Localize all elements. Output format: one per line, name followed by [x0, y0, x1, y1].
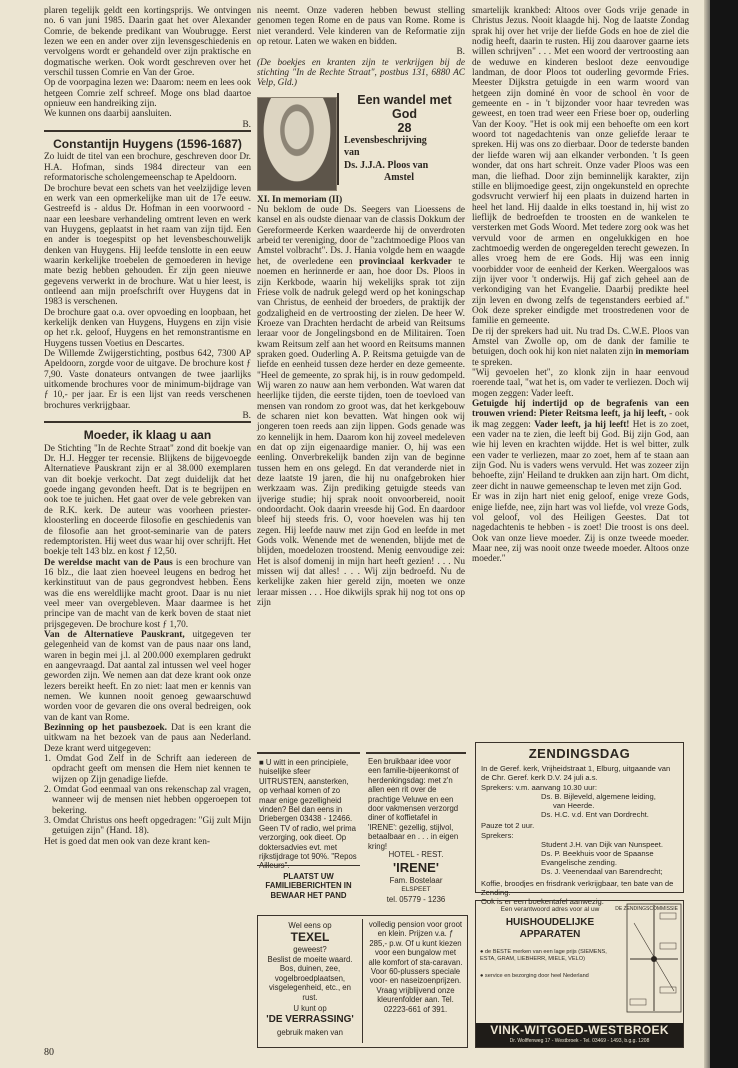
serial-subtitle: Levensbeschrijving: [344, 134, 427, 146]
ad-heading: HUISHOUDELIJKE: [505, 917, 595, 928]
ad-text: In de Geref. kerk, Vrijheidstraat 1, Elburg, uitgaande van de Chr. Geref. kerk D.V. 24 juli a.s.: [481, 764, 671, 783]
paragraph-text: te spreken.: [472, 357, 513, 368]
ad-text: Fam. Bostelaar: [389, 876, 443, 885]
paragraph-text: Dat is een krant die uitkwam na het bezoek van de paus aan Nederland. Deze krant werd uitgegeven:: [44, 723, 251, 754]
paragraph: Zo luidt de titel van een brochure, geschreven door Dr. H.A. Hofman, sinds 1984 directeur van een reformatorische scholengemeenschap te Apeldoorn.: [44, 152, 251, 184]
ad-texel: [257, 915, 468, 1048]
texel-title: TEXEL: [290, 930, 330, 944]
ad-text: Ook is er een boekentafel aanwezig.: [481, 897, 604, 907]
zendingsdag-title: ZENDINGSDAG: [528, 746, 631, 761]
ad-text: ELSPEET: [401, 886, 431, 893]
heading-moeder: Moeder, ik klaag u aan: [83, 428, 212, 443]
ad-footer: DE ZENDINGSCOMMISSIE: [615, 906, 678, 913]
ad-hotel-irene: [366, 752, 466, 904]
ad-familieberichten: [257, 865, 360, 908]
verrassing-name: 'DE VERRASSING': [266, 1014, 354, 1025]
portrait-photo: [257, 97, 337, 191]
list-item: 2. Omdat God eenmaal van ons rekenschap zal vragen, wanneer wij de mensen niet hebben opgeroepen tot bekering.: [44, 785, 251, 816]
paragraph: nis neemt. Onze vaderen hebben bewust stelling genomen tegen Rome en de paus van Rome. Rome is niet veranderd. Vele kinderen van de Reformatie zijn op retour. Laten we waken en bidden.: [257, 6, 465, 48]
list-item: 3. Omdat Christus ons heeft opgedragen: "Gij zult Mijn getuigen zijn" (Hand. 18).: [44, 816, 252, 837]
signature: B.: [242, 411, 251, 422]
ad-text: PLAATST UW FAMILIEBERICHTEN IN BEWAAR HET PAND: [265, 872, 352, 900]
bold-phrase: provinciaal kerkvader: [359, 256, 452, 267]
speaker: van Heerde.: [553, 801, 595, 811]
vink-banner: [476, 1023, 683, 1047]
paragraph: De Stichting "In de Rechte Straat" zond dit boekje van Dr. H.J. Hegger ter recensie. Blijkens de bijgevoegde Alternatieve Pauskrant zijn er al 38.000 exemplaren van dit boekje verkocht. Dat zegt duidelijk dat het goede ingang gevonden heeft. Dat is te begrijpen en ook toe te juichen. Het gaat over de vele gebreken van de R.K. kerk. De auteur was voorheen priester-kloosterling en doceerde filosofie en geschiedenis van de filosofie aan het groot-seminarie van de paters redemptoristen. Hij weet dus waar hij over schrijft. Het boekje telt 143 blz. en kost ƒ 12,50.: [44, 443, 251, 558]
heading-huygens: Constantijn Huygens (1596-1687): [53, 137, 242, 152]
location-map-icon: [626, 903, 682, 1015]
speaker: Ds. H.C. v.d. Ent van Dordrecht.: [541, 810, 649, 820]
paragraph: Er was in zijn hart niet enig geloof, enige vreze Gods, enige liefde, nee, zijn hart was vol liefde, vol vreze Gods, vol geloof, vol des Heiligen Geestes. Dat tot nagedachtenis te hebben - is zoet! Die troost is ons deel. Ook van onze lieve moeder. Zij is onze tweede moeder. Maar nee, zij was nooit onze tweede moeder. Altoos onze moeder.": [472, 492, 689, 565]
bold-phrase: Getuigde hij indertijd op de begrafenis van een trouwen vriend: Pieter Reitsma leeft, ja hij leeft,: [472, 399, 689, 420]
company-name: VINK-WITGOED-WESTBROEK: [490, 1023, 669, 1037]
ad-text: Sprekers: v.m. aanvang 10.30 uur:: [481, 782, 597, 792]
hotel-name: 'IRENE': [393, 860, 439, 875]
ad-text: Wel eens op: [288, 921, 332, 930]
paragraph-text: Nu beklom de oude Ds. Seegers van Lioessens de kansel en als oudste dienaar van de classis Dokkum der Gereformeerde Kerken waardeerde hij de onverdroten arbeid ter vereniging, door de "zachtmoedige Ploos van Amstel volbracht". Ds. J. Hania volgde hem en waagde het, de overledene een: [257, 205, 465, 267]
run-in-heading: Van de Alternatieve Pauskrant,: [44, 629, 185, 640]
list-item: 1. Omdat God Zelf in de Schrift aan iedereen de opdracht geeft om mensen die Hem niet kennen te wijzen op Zijn genadige liefde.: [44, 754, 251, 785]
ad-text: Een bruikbaar idee voor een familie-bijeenkomst of herdenkingsdag: met z'n allen een rit over de prachtige Veluwe en een door vakmensen verzorgd diner of koffietafel in 'IRENE': gezellig, stijlvol, betaalbaar en . . . in eigen kring!: [368, 757, 459, 851]
run-in-heading: De wereldse macht van de Paus: [44, 557, 173, 568]
column-2: [257, 6, 465, 609]
column-1: [44, 6, 251, 847]
availability-note: (De boekjes en kranten zijn te verkrijgen bij de stichting "In de Rechte Straat", postbus 131, 6880 AC Velp, Gld.): [257, 57, 465, 89]
paragraph: "Wij gevoelen het", zo klonk zijn in haar eenvoud roerende taal, "wat het is, om vader te verliezen. Doch wij mogen zeggen: Vader leeft.: [472, 368, 689, 399]
page-number: 80: [44, 1047, 54, 1058]
serial-subtitle: van: [344, 147, 360, 159]
serial-title: Een wandel met God: [357, 92, 452, 121]
serial-title-box: [337, 93, 465, 185]
ad-heading: APPARATEN: [519, 929, 581, 940]
paragraph: Het is goed dat men ook van deze krant ken-: [44, 836, 210, 847]
paragraph: De Willemde Zwijgerstichting, postbus 642, 7300 AP Apeldoorn, zorgde voor de uitgave. De brochure kost ƒ 7,90. Vaste donateurs ontvangen de twee jaarlijks uitkomende brochures voor de minimum-bijdrage van ƒ 10,- per jaar. Er is een lijst van reeds verschenen brochures verkrijgbaar.: [44, 349, 251, 411]
serial-number: 28: [397, 120, 412, 135]
ad-text: Een verantwoord adres voor al uw: [500, 906, 600, 913]
run-in-heading: Bezinning op het pausbezoek.: [44, 723, 167, 734]
ad-text: volledig pension voor groot en klein. Prijzen v.a. ƒ 285,- p.w. Of u kunt kiezen voor een bungalow met alle komfort of sta-caravan. Voor 60-plussers speciale voor- en naseizoenprijzen. Vraag vrijblijvend onze kleurenfolder aan. Tel. 02223-661 of 391.: [368, 920, 463, 1014]
paragraph-text: De rij der sprekers had uit. Nu trad Ds. C.W.E. Ploos van Amstel van Zwolle op, om de dank der familie te betuigen, doch ook hij kon niet nalaten zijn: [472, 326, 689, 358]
paragraph: [257, 205, 465, 608]
ad-label: HOTEL - REST.: [388, 850, 444, 859]
divider: [44, 130, 251, 132]
paragraph: [472, 399, 689, 492]
serial-header: [257, 93, 465, 193]
paragraph-text: - ook ik mag zeggen:: [472, 409, 689, 430]
ad-text: ● service en bezorging door heel Nederland: [480, 973, 589, 979]
signature: B.: [242, 119, 251, 130]
divider: [362, 919, 363, 1043]
ad-text: Beslist de moeite waard. Bos, duinen, zee, vogelbroedplaatsen, visgelegenheid, etc., en rust.: [267, 955, 353, 1002]
scan-edge: [710, 0, 738, 1068]
comrie-closing: We kunnen ons daarbij aansluiten.: [44, 109, 172, 120]
ad-text: Sprekers:: [481, 830, 514, 840]
paragraph: [44, 723, 251, 754]
company-address: Dr. Wolffenweg 17 - Westbroek - Tel. 03469 - 1493, b.g.g. 1208: [509, 1038, 650, 1044]
comrie-review-end: plaren tegelijk geldt een kortingsprijs. We ontvingen no. 6 van juni 1985. Daarin gaat het over Alexander Comrie, de bekende predikant van Woubrugge. Eerst lezen we een en ander over zijn levensgeschiedenis en vervolgens wordt er gehandeld over zijn praktische en dogmatische werken. Ook wordt geschreven over het verschil tussen Comrie en Van der Groe.: [44, 6, 251, 79]
paragraph: [44, 630, 251, 723]
paragraph: [472, 327, 689, 368]
bold-phrase: in memoriam: [635, 347, 689, 358]
speaker: Ds. P. Beekhuis voor de Spaanse Evangelische zending.: [541, 849, 654, 868]
paragraph-text: uitgegeven ter gelegenheid van de komst van de paus naar ons land, waren in begin mei j.l. al 200.000 exemplaren gedrukt en aangevraagd. Dat aantal zal intussen wel veel hoger geworden zijn. We nemen aan dat deze krant ook onze lezers bereikt heeft. En zo niet: laat men er kennis van nemen. We kunnen nooit genoeg gewaarschuwd worden voor de gevaren die ons overal bedreigen, ook van de kant van Rome.: [44, 629, 251, 723]
section-heading: XI. In memoriam (II): [257, 194, 343, 205]
paragraph-text: te noemen en herinnerde er aan, hoe door Ds. Ploos in zijn Kerkbode, waarin hij wekelijks sprak tot zijn Friese volk de nadruk gelegd werd op het koningschap van Christus, de eenheid der broeders, de praktijk der godzaligheid en de vertroosting der zielen. De heer W. Kroeze van Drachten herdacht de arbeid van Reitsums leraar voor de Jongelingsbond en de Militairen. Toen kwam Reitsum zelf aan het woord en Reitsums mannen spraken goed. Ouderling A. P. Reitsma getuigde van de liefde en eenheid tussen deze herder en deze gemeente. "Heel de gemeente, zo sprak hij, is in rouw gedompeld. Wij waren zo nauw aan hem verbonden. Wat waren dat heerlijke tijden, die eerste tijden, toen de toevloed van mensen van rondom zo groot was, dat het kerkgebouw de scharen niet kon bevatten. Wat hingen ook wij jongeren toen reeds aan zijn lippen. Gods genade was zo kennelijk in hem. Daarom kon hij zoveel medeleven en dat op zijn eigenaardige manier. O, hij was een eenling. Onverbrekelijk banden zijn van de beginne tussen hem en ons gelegd. En dat veranderde niet in deze laatste 19 jaren, die hij nu onafgebroken hier werkzaam was. Zijn prediking getuigde steeds van ijverige studie; hij sprak nooit onvoorbereid, nooit ondoordacht. Ook daarin vreesde hij God. En daardoor bleef hij steeds fris. O, voor hoevelen was hij ten zegen. Hij leefde nauw met zijn God en leefde in met Gods volk. Wenende met de wenenden, blijde met de blijden, moedelozen troostend. Menig eenvoudige zei: Het is alsof domenij in mijn hart heeft gezien! . . . Nu missen wij dat alles! . . . Wij zijn bedroefd. Nu de kerkelijke zaken hier gereld zijn, moeten we onze leraar missen . . . Hoe dikwijls sprak hij nog tot ons op zijn: [257, 256, 465, 609]
ad-text: gebruik maken van: [277, 1028, 343, 1037]
ad-text: U kunt op: [293, 1004, 327, 1013]
speaker: Student J.H. van Dijk van Nunspeet.: [541, 839, 663, 849]
column-3: [472, 6, 689, 565]
ad-text: Pauze tot 2 uur.: [481, 821, 535, 831]
speaker: Ds. B. Bijleveld, algemene leiding,: [541, 791, 656, 801]
divider: [44, 421, 251, 423]
ad-vink-witgoed: [475, 900, 684, 1048]
serial-subtitle: Ds. J.J.A. Ploos van: [344, 159, 429, 171]
speaker: Ds. J. Veenendaal van Barendrecht;: [541, 867, 663, 877]
bold-phrase: Vader leeft, ja hij leeft!: [534, 419, 630, 430]
serial-subtitle: Amstel: [384, 172, 414, 184]
comrie-quote: Op de voorpagina lezen we: Daarom: neem en lees ook hetgeen Comrie zelf schreef. Moge ons blad daartoe opnieuw een handreiking zijn.: [44, 78, 251, 110]
ad-repos-ailleurs: [257, 752, 360, 871]
ad-phone: tel. 05779 - 1236: [386, 895, 446, 904]
ad-text: Koffie, broodjes en frisdrank verkrijgbaar, ten bate van de Zending.: [481, 878, 674, 897]
signature: B.: [456, 47, 465, 58]
ad-text: ● de BESTE merken van een lage prijs (SIEMENS, ESTA, GRAM, LIEBHERR, MIELE, VELO): [480, 949, 607, 962]
paragraph: [44, 558, 251, 630]
ad-text: ■ U witt in een principiele, huiselijke sfeer UITRUSTEN, aansterken, op verhaal komen of zo maar enige gezelligheid vinden? Bel dan eens in Driebergen 03438 - 12466. Geen TV of radio, wel prima verzorging, ook dieet. Op doktersadvies evt. met rijkstijdrage tot 90%. "Repos Ailleurs".: [259, 758, 357, 871]
paragraph: De brochure bevat een schets van het veelzijdige leven en werk van een opmerkelijke man uit de 17e eeuw. Gestreefd is - aldus Dr. Hofman in een voorwoord - naar een leesbare verhandeling omtrent leven en werk van Huygens, geplaatst in het raam van zijn tijd. Een en ander is toegespitst op het levensbeschouwelijk denken van Huygens. Hij leefde tenslotte in een eeuw waarin kerkelijke troebelen de gemoederen in hevige mate bezig hebben gehouden. Er zijn geen nieuwe gegevens verwerkt in de brochure. Wat u hier leest, is ontleend aan mijn proefschrift over Huygens dat in 1983 is verschenen.: [44, 183, 251, 308]
paragraph: smartelijk krankbed: Altoos over Gods vrije genade in Christus Jezus. Nooit klaagde hij. Nog de laatste Zondag sprak hij over het vrije der liefde Gods en hoe de ziel die nodig heeft, daarin te rusten. Hij zou daarover gaarne iets willen schrijven" . . . Met een woord der vertroosting aan de weduwe en kinderen besloot deze eenvoudige landman, de door Ploos tot ouderling gevormde Fries. Meester Dijkstra getuigde in een warm woord van hetgeen zijn dominé èn voor de school èn voor de gemeente en - in 't bijzonder voor haar tevreden was geweest, en toen trad weer een Friese boer op, ouderling Van der Kooy. "Het is ook mij een behoefte om een kort woord tot nagedachtenis van onze geliefde leraar te spreken. Hij was ons zo dierbaar. Door de tederste banden der liefde waren wij aan elkander verbonden. 't Is geen wonder, dat ons hart schreit. Onze vader Ploos was een man, die liefhad. Door zijn beminnelijk karakter, zijn stille en blijmoedige geest, zijn ongekunsteld en oprechte godsvrucht verwierf hij een plaats in duizend harten in heel het land. Hij daalde in elks toestand in, hij wist zo lieflijk de bedroefden te troosten en de wankelen te versterken met Gods Woord. Met tedere zorg ook was het vervuld voor de armen en ongelukkigen en hoe zachtmoedig werden de ongeregelden terecht gewezen. In alles vroeg hem de ere Gods. Hij was een innig voorbidder voor de eenheid der Kerken. Weergaloos was zijn ijver voor 't onderwijs. Hij gaf zich geheel aan de verkondiging van het Evangelie. Daarbij predikte heel zijn leven en dwong zelfs de tegenstanders eerbied af." Ook deze spreker eindigde met troostredenen voor de familie en gemeente.: [472, 6, 689, 327]
ad-text: geweest?: [293, 945, 327, 954]
paragraph: De brochure gaat o.a. over opvoeding en loopbaan, het kerkelijk denken van Huygens, Huygens en zijn visie op het r.k. geloof, Huygens en het remonstrantisme en Huygens tussen Voetius en Descartes.: [44, 307, 251, 349]
paragraph-text: is een brochure van 16 blz., die laat zien hoeveel leugens en bedrog het kerkinstituut van de paus gegrondvest hebben. Eens was die ens wereldlijke macht groot. Daar is nu niet veel meer van overgebleven. Maar daarmee is het principe van de macht van de kerk boven de staat niet prijsgegeven. De brochure kost ƒ 1,70.: [44, 557, 251, 630]
paragraph-text: Het is zo zoet, een vader na te zien, die leeft bij God. Bij zijn God, aan wie hij leven en krachten wijdde. Het is wel bitter, zulk een vader te verliezen, maar zo zoet, hem af te staan aan zijn God. Nu is vaders wens vervuld. Het was zozeer zijn behoefte, zijn' Heiland te drukken aan zijn hart. Om dicht, zeer dicht in nauwe gemeenschap te leven met zijn God.: [472, 419, 689, 492]
